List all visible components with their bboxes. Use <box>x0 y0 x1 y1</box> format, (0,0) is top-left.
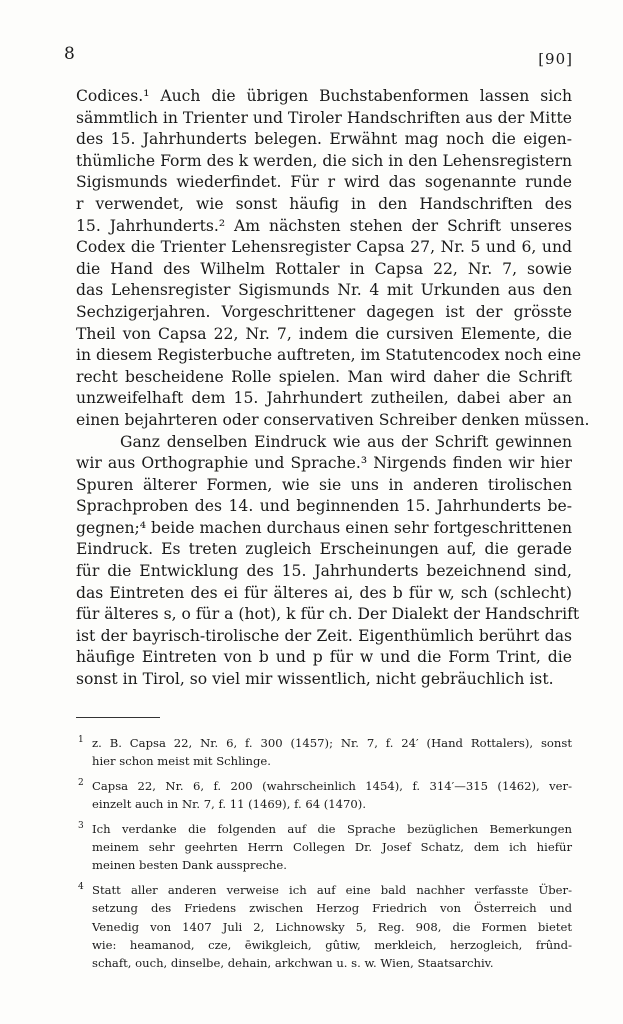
text-line: thümliche Form des k werden, die sich in den Lehensregistern <box>76 151 573 170</box>
text-line: Eindruck. Es treten zugleich Erscheinungen auf, die gerade <box>76 540 572 559</box>
footnote-divider <box>76 717 160 718</box>
footnote-line: Ich verdanke die folgenden auf die Sprache bezüglichen Bemerkungen <box>92 821 572 836</box>
footnote-number: 2 <box>78 777 84 788</box>
footnote-line: wie: heamanod, cze, ēwikgleich, gûtiw, merkleich, herzogleich, frûnd- <box>92 938 572 953</box>
footnote-line: schaft, ouch, dinselbe, dehain, arkchwan u. s. w. Wien, Staatsarchiv. <box>92 956 494 971</box>
footnote-line: Statt aller anderen verweise ich auf eine bald nachher verfasste Über- <box>92 882 572 897</box>
text-line: das Eintreten des ei für älteres ai, des b für w, sch (schlecht) <box>76 583 572 602</box>
text-line: wir aus Orthographie und Sprache.³ Nirgends finden wir hier <box>76 454 572 473</box>
footnote-2 <box>78 777 572 814</box>
text-line: Sigismunds wiederfindet. Für r wird das sogenannte runde <box>76 173 572 192</box>
text-line: häufige Eintreten von b und p für w und die Form Trint, die <box>76 648 572 667</box>
text-line: sämmtlich in Trienter und Tiroler Handschriften aus der Mitte <box>76 108 572 127</box>
main-text <box>76 86 590 691</box>
text-line: in diesem Registerbuche auftreten, im Statutencodex noch eine <box>76 346 582 365</box>
text-line: gegnen;⁴ beide machen durchaus einen sehr fortgeschrittenen <box>76 518 572 537</box>
text-line: Theil von Capsa 22, Nr. 7, indem die cursiven Elemente, die <box>76 324 572 343</box>
text-line: des 15. Jahrhunderts belegen. Erwähnt mag noch die eigen- <box>76 130 572 149</box>
text-line: Codices.¹ Auch die übrigen Buchstabenformen lassen sich <box>76 87 572 105</box>
text-line: Ganz denselben Eindruck wie aus der Schrift gewinnen <box>120 432 572 451</box>
text-line: Sechzigerjahren. Vorgeschrittener dagegen ist der grösste <box>76 302 572 321</box>
footnote-3 <box>78 820 572 875</box>
footnote-line: z. B. Capsa 22, Nr. 6, f. 300 (1457); Nr. 7, f. 24′ (Hand Rottalers), sonst <box>92 736 572 750</box>
footnote-number: 3 <box>78 820 84 831</box>
text-line: die Hand des Wilhelm Rottaler in Capsa 22, Nr. 7, sowie <box>76 259 572 278</box>
text-line: unzweifelhaft dem 15. Jahrhundert zutheilen, dabei aber an <box>76 389 572 408</box>
text-line: Codex die Trienter Lehensregister Capsa 27, Nr. 5 und 6, und <box>76 238 572 257</box>
footnote-4 <box>78 881 572 973</box>
footnote-line: Capsa 22, Nr. 6, f. 200 (wahrscheinlich 1454), f. 314′—315 (1462), ver- <box>92 778 572 793</box>
page-number: 8 <box>64 44 75 64</box>
footnote-line: setzung des Friedens zwischen Herzog Friedrich von Österreich und <box>92 901 572 916</box>
text-line: einen bejahrteren oder conservativen Schreiber denken müssen. <box>76 410 590 429</box>
page-signature: [90] <box>538 50 573 68</box>
footnote-1 <box>78 734 572 771</box>
footnote-number: 1 <box>78 735 84 745</box>
text-line: r verwendet, wie sonst häufig in den Handschriften des <box>76 194 572 213</box>
text-line: sonst in Tirol, so viel mir wissentlich, nicht gebräuchlich ist. <box>76 670 554 689</box>
footnote-line: hier schon meist mit Schlinge. <box>92 754 271 769</box>
footnote-line: Venedig von 1407 Juli 2, Lichnowsky 5, Reg. 908, die Formen bietet <box>92 919 572 934</box>
text-line: recht bescheidene Rolle spielen. Man wird daher die Schrift <box>76 367 572 386</box>
footnotes <box>78 734 572 979</box>
text-line: für älteres s, o für a (hot), k für ch. Der Dialekt der Handschrift <box>76 605 580 624</box>
text-line: für die Entwicklung des 15. Jahrhunderts bezeichnend sind, <box>76 562 572 581</box>
text-line: das Lehensregister Sigismunds Nr. 4 mit Urkunden aus den <box>76 281 572 300</box>
footnote-line: einzelt auch in Nr. 7, f. 11 (1469), f. 64 (1470). <box>92 797 367 812</box>
footnote-line: meinen besten Dank ausspreche. <box>92 858 287 873</box>
text-line: ist der bayrisch-tirolische der Zeit. Eigenthümlich berührt das <box>76 626 572 645</box>
text-line: Sprachproben des 14. und beginnenden 15. Jahrhunderts be- <box>76 497 572 516</box>
footnote-number: 4 <box>78 881 84 892</box>
footnote-line: meinem sehr geehrten Herrn Collegen Dr. Josef Schatz, dem ich hiefür <box>92 840 572 855</box>
text-line: 15. Jahrhunderts.² Am nächsten stehen der Schrift unseres <box>76 216 572 235</box>
text-line: Spuren älterer Formen, wie sie uns in anderen tirolischen <box>76 475 572 494</box>
